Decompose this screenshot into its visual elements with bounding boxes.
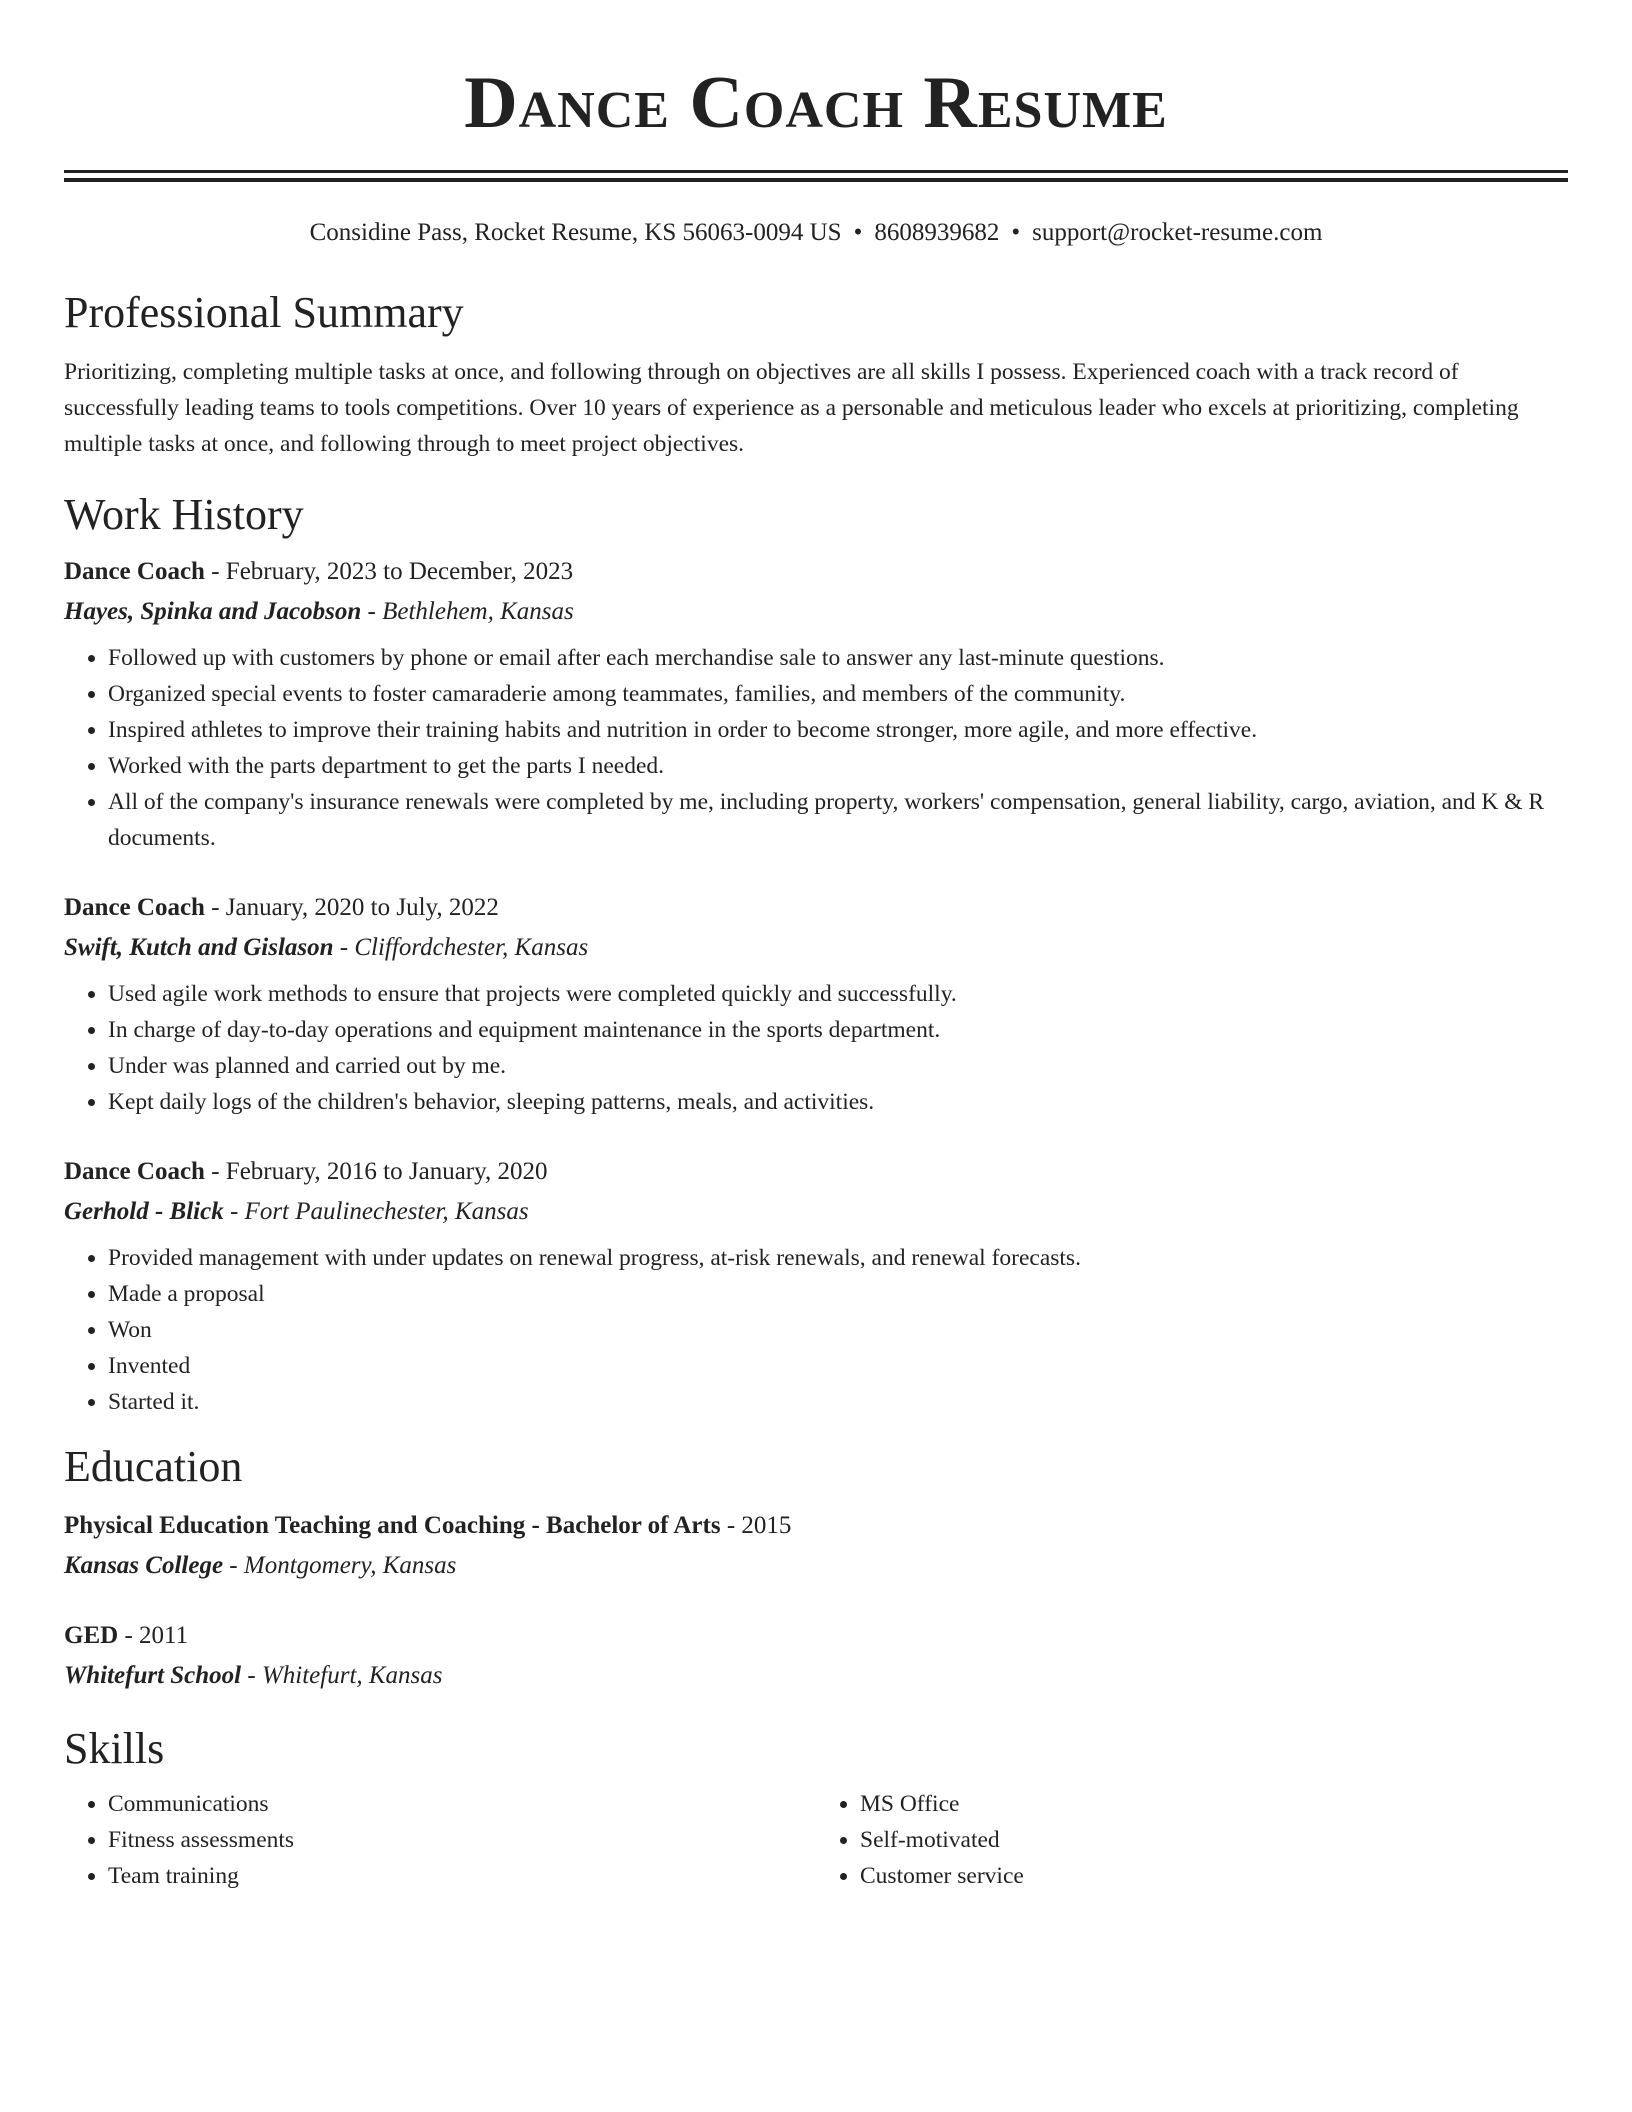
job-title: Dance Coach: [64, 1158, 205, 1185]
job-company: Hayes, Spinka and Jacobson: [64, 598, 362, 625]
degree-line: [64, 1616, 1568, 1656]
resume-title: Dance Coach Resume: [464, 62, 1168, 144]
job-location: - Fort Paulinechester, Kansas: [223, 1198, 529, 1225]
summary-heading: Professional Summary: [64, 288, 464, 337]
summary-text: Prioritizing, completing multiple tasks at once, and following through on objectives are all skills I possess. Experienced coach with a track record of successfully leading teams to tools competitions. Over 10 years of experience as a personable and meticulous leader who excels at prioritizing, completing multiple tasks at once, and following through to meet project objectives.: [64, 359, 1519, 457]
job-title-line: [64, 1152, 1568, 1192]
title-divider: [64, 170, 1568, 182]
list-item: • All of the company's insurance renewals were completed by me, including property, workers' compensation, general liability, cargo, aviation, and K & R documents.: [108, 784, 1568, 856]
degree-name: GED: [64, 1622, 119, 1649]
education-heading: Education: [64, 1442, 243, 1491]
list-item: • Team training: [108, 1858, 816, 1894]
list-item: • Communications: [108, 1786, 816, 1822]
job-title: Dance Coach: [64, 558, 205, 585]
degree-year: - 2015: [720, 1512, 792, 1539]
job-title-line: [64, 552, 1568, 592]
job-dates: - January, 2020 to July, 2022: [204, 894, 499, 921]
list-item: • Kept daily logs of the children's behavior, sleeping patterns, meals, and activities.: [108, 1084, 1568, 1120]
skills-columns: [64, 1776, 1568, 1894]
school-name: Kansas College: [64, 1552, 224, 1579]
job-duties-list: [64, 1240, 1568, 1420]
job-company-line: [64, 928, 1568, 968]
job-company-line: [64, 592, 1568, 632]
job-location: - Bethlehem, Kansas: [361, 598, 574, 625]
degree-name: Physical Education Teaching and Coaching - Bachelor of Arts: [64, 1512, 721, 1539]
list-item: • In charge of day-to-day operations and equipment maintenance in the sports department.: [108, 1012, 1568, 1048]
list-item: • Worked with the parts department to get the parts I needed.: [108, 748, 1568, 784]
list-item: • Organized special events to foster camaraderie among teammates, families, and members of the community.: [108, 676, 1568, 712]
school-location: - Montgomery, Kansas: [223, 1552, 457, 1579]
contact-phone: 8608939682: [874, 219, 1000, 246]
job-duties-list: [64, 640, 1568, 856]
list-item: • Used agile work methods to ensure that projects were completed quickly and successfully.: [108, 976, 1568, 1012]
list-item: • Won: [108, 1312, 1568, 1348]
degree-year: - 2011: [118, 1622, 189, 1649]
education-entry: [64, 1616, 1568, 1696]
job-title: Dance Coach: [64, 894, 205, 921]
job-duties-list: [64, 976, 1568, 1120]
contact-line: [64, 216, 1568, 250]
school-line: [64, 1546, 1568, 1586]
list-item: • Self-motivated: [860, 1822, 1568, 1858]
list-item: • Under was planned and carried out by me.: [108, 1048, 1568, 1084]
contact-separator: •: [853, 219, 863, 246]
list-item: • Inspired athletes to improve their training habits and nutrition in order to become stronger, more agile, and more effective.: [108, 712, 1568, 748]
school-name: Whitefurt School: [64, 1662, 242, 1689]
job-entry: [64, 1152, 1568, 1420]
skills-list-left: [64, 1786, 816, 1894]
job-location: - Cliffordchester, Kansas: [333, 934, 589, 961]
degree-line: [64, 1506, 1568, 1546]
job-company-line: [64, 1192, 1568, 1232]
job-entry: [64, 888, 1568, 1120]
list-item: • Fitness assessments: [108, 1822, 816, 1858]
skills-list-right: [816, 1786, 1568, 1894]
work-history-heading: Work History: [64, 490, 304, 539]
job-dates: - February, 2023 to December, 2023: [204, 558, 574, 585]
job-dates: - February, 2016 to January, 2020: [204, 1158, 548, 1185]
list-item: • MS Office: [860, 1786, 1568, 1822]
list-item: • Followed up with customers by phone or email after each merchandise sale to answer any last-minute questions.: [108, 640, 1568, 676]
job-company: Gerhold - Blick: [64, 1198, 224, 1225]
education-entry: [64, 1506, 1568, 1586]
list-item: • Provided management with under updates on renewal progress, at-risk renewals, and renewal forecasts.: [108, 1240, 1568, 1276]
job-title-line: [64, 888, 1568, 928]
contact-email: support@rocket-resume.com: [1032, 219, 1323, 246]
contact-address: Considine Pass, Rocket Resume, KS 56063-0094 US: [309, 219, 842, 246]
job-company: Swift, Kutch and Gislason: [64, 934, 334, 961]
school-location: - Whitefurt, Kansas: [241, 1662, 443, 1689]
skills-heading: Skills: [64, 1724, 165, 1773]
list-item: • Customer service: [860, 1858, 1568, 1894]
job-entry: [64, 552, 1568, 856]
list-item: • Made a proposal: [108, 1276, 1568, 1312]
list-item: • Invented: [108, 1348, 1568, 1384]
contact-separator: •: [1011, 219, 1021, 246]
school-line: [64, 1656, 1568, 1696]
list-item: • Started it.: [108, 1384, 1568, 1420]
